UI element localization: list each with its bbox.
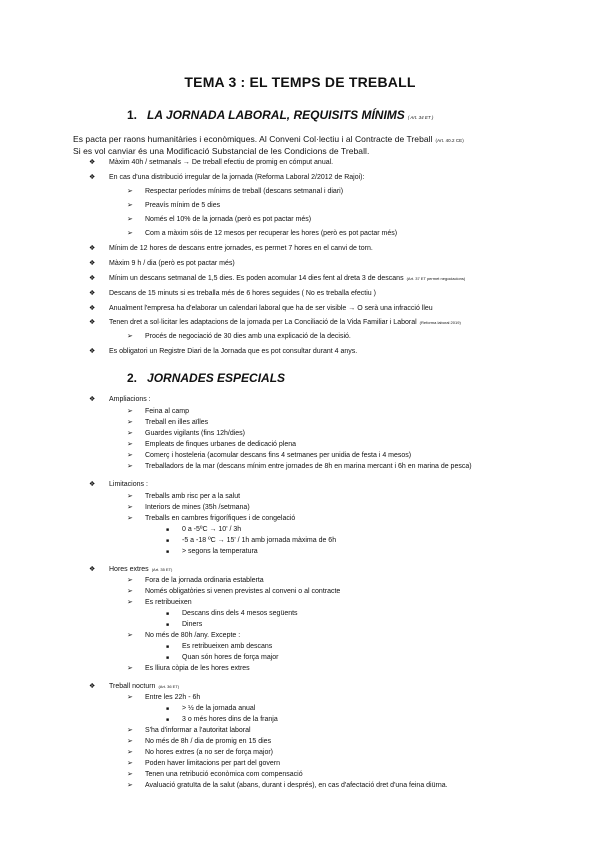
list-item: ➢ No més de 8h / dia de promig en 15 dies [145,737,271,746]
list-item: ■ -5 a -18 ºC → 15' / 1h amb jornada màxima de 6h [182,536,336,545]
section-1-title: LA JORNADA LABORAL, REQUISITS MÍNIMS [147,108,405,122]
list-item: ➢ Fora de la jornada ordinaria establerta [145,576,264,585]
list-item: ➢ Avaluació gratuïta de la salut (abans, durant i després), en cas d'afectació dret d'una feina diürna. [145,781,448,790]
list-item: ➢ Com a màxim sóis de 12 mesos per recuperar les hores (però es pot pactar més) [145,229,397,238]
list-item: ➢ Empleats de finques urbanes de dedicació plena [145,440,296,449]
list-item: ■ 3 o més hores dins de la franja [182,715,278,724]
list-item [109,318,461,327]
list-item: ■ Quan són hores de força major [182,653,279,662]
list-item: ➢ Es lliura còpia de les hores extres [145,664,250,673]
list-item-text: Tenen dret a sol·licitar les adaptacions de la jornada per La Conciliació de la Vida Familiar i Laboral [109,319,417,326]
intro-line-2: Si es vol canviar és una Modificació Substancial de les Condicions de Treball. [73,146,370,156]
list-item: ➢ Entre les 22h - 6h [145,693,200,702]
list-item-ref: (Art. 35 ET) [151,567,173,572]
list-item: ➢ S'ha d'informar a l'autoritat laboral [145,726,251,735]
list-item-text: Mínim un descans setmanal de 1,5 dies. Es poden acomular 14 dies fent al dreta 3 de descans [109,275,404,282]
section-2-title: JORNADES ESPECIALS [147,371,286,385]
section-1-ref: ( Art. 34 ET ) [407,115,434,120]
list-item-ref: (Art. 36 ET) [158,684,180,689]
intro-text-1: Es pacta per raons humanitàries i econòmiques. Al Conveni Col·lectiu i al Contracte de Treball [73,134,433,144]
list-item: ➢ Treballadors de la mar (descans mínim entre jornades de 8h en marina mercant i 6h en marina de pesca) [145,462,472,471]
list-item: ➢ Interiors de mines (35h /setmana) [145,503,250,512]
list-item: ■ 0 a -5ºC → 10' / 3h [182,525,241,534]
list-item: ➢ Treballs en cambres frigorífiques i de congelació [145,514,295,523]
list-item: ➢ Tenen una retribució econòmica com compensació [145,770,303,779]
list-item: ❖ Es obligatori un Registre Diari de la Jornada que es pot consultar durant 4 anys. [109,347,357,356]
list-item: ❖ Limitacions : [109,480,148,489]
list-item: ■ > ½ de la jornada anual [182,704,255,713]
list-item: ➢ Procés de negociació de 30 dies amb una explicació de la decisió. [145,332,351,341]
list-item: ■ Es retribueixen amb descans [182,642,272,651]
list-item: ➢ Treballs amb risc per a la salut [145,492,240,501]
list-item: ➢ Feina al camp [145,407,189,416]
list-item: ❖ En cas d'una distribució irregular de la jornada (Reforma Laboral 2/2012 de Rajoi): [109,173,364,182]
list-item-text: Treball nocturn [109,683,156,690]
list-item-ref: (Art. 37 ET permet negociacions) [406,276,466,281]
list-item: ➢ Comerç i hosteleria (acomular descans fins 4 setmanes per unidia de festa i 4 mesos) [145,451,411,460]
list-item: ❖ Màxim 40h / setmanals → De treball efectiu de promig en cómput anual. [109,158,333,167]
list-item: ❖ Descans de 15 minuts si es treballa més de 6 hores seguides ( No es treballa efectiu ) [109,289,376,298]
list-item: ■ > segons la temperatura [182,547,258,556]
list-item: ➢ Es retribueixen [145,598,192,607]
list-item: ➢ Respectar períodes mínims de treball (descans setmanal i diari) [145,187,343,196]
list-item: ■ Descans dins dels 4 mesos següents [182,609,298,618]
intro-line-1 [73,134,464,144]
section-2-number: 2. [127,371,138,385]
list-item: ➢ Poden haver limitacions per part del govern [145,759,280,768]
section-2-heading [127,371,285,385]
list-item: ➢ Treball en illes aïlles [145,418,208,427]
list-item [109,274,465,283]
list-item: ➢ No més de 80h /any. Excepte : [145,631,240,640]
list-item: ❖ Ampliacions : [109,395,151,404]
list-item [109,682,179,691]
intro-ref: (Art. 40.2 CE) [435,138,464,143]
list-item [109,565,172,574]
list-item: ❖ Anualment l'empresa ha d'elaborar un calendari laboral que ha de ser visible → O serà una infracció lleu [109,304,433,313]
list-item: ➢ Preavís mínim de 5 dies [145,201,220,210]
list-item: ➢ No hores extres (a no ser de força major) [145,748,273,757]
list-item: ❖ Mínim de 12 hores de descans entre jornades, es permet 7 hores en el canvi de torn. [109,244,373,253]
document-title: TEMA 3 : EL TEMPS DE TREBALL [184,74,416,90]
section-1-heading [127,108,433,122]
section-1-number: 1. [127,108,138,122]
list-item-ref: (Reforma laboral 2019) [419,320,461,325]
list-item-text: Hores extres [109,566,149,573]
list-item: ➢ Guardes vigilants (fins 12h/dies) [145,429,245,438]
list-item: ➢ Només obligatòries si venen previstes al conveni o al contracte [145,587,340,596]
list-item: ➢ Només el 10% de la jornada (però es pot pactar més) [145,215,311,224]
list-item: ❖ Màxim 9 h / dia (però es pot pactar més) [109,259,235,268]
list-item: ■ Diners [182,620,202,629]
